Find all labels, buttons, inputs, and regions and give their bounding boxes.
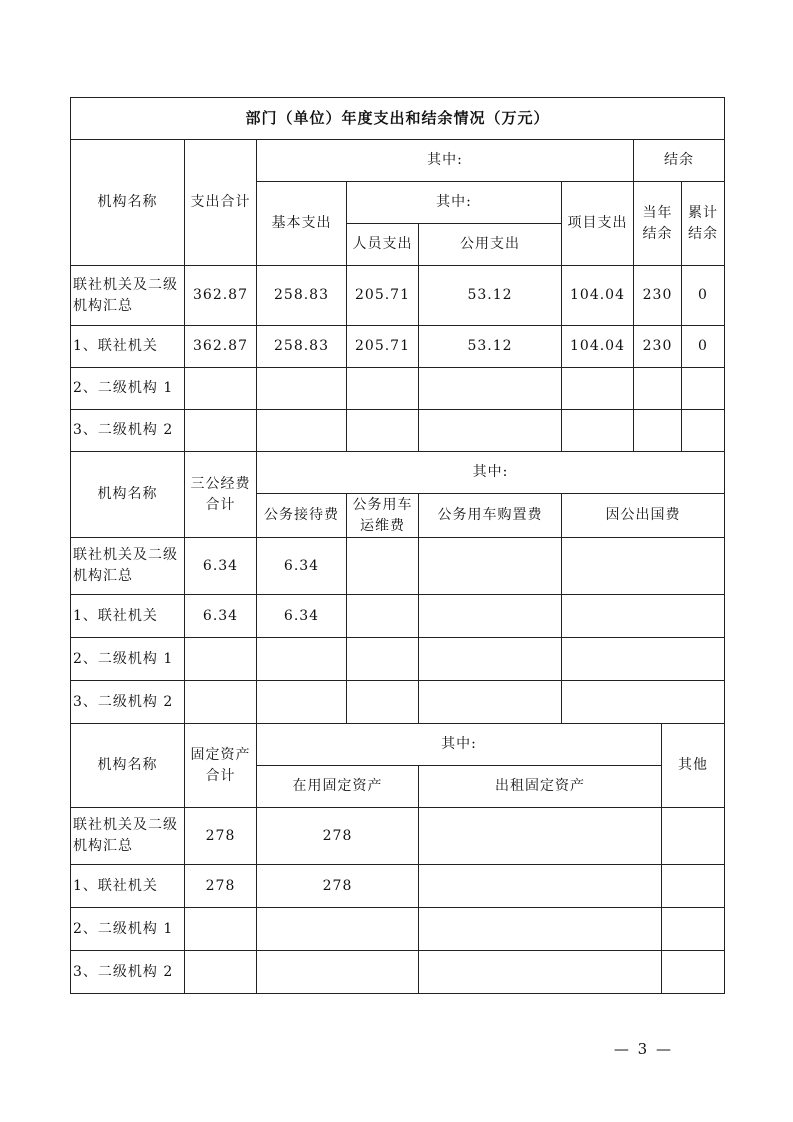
expenditure-table bbox=[70, 97, 725, 452]
header-vehicle-purchase: 公务用车购置费 bbox=[419, 494, 562, 538]
cell-abroad bbox=[562, 681, 725, 724]
cell-in-use: 278 bbox=[257, 865, 419, 908]
cell-leased bbox=[419, 808, 662, 865]
row-name: 1、联社机关 bbox=[71, 595, 185, 638]
cell-total bbox=[185, 951, 257, 994]
row-name: 2、二级机构 1 bbox=[71, 638, 185, 681]
row-name: 联社机关及二级机构汇总 bbox=[71, 538, 185, 595]
header-of-which: 其中: bbox=[257, 724, 662, 766]
cell-other bbox=[662, 951, 725, 994]
table-row bbox=[71, 865, 725, 908]
cell-basic: 258.83 bbox=[257, 266, 347, 326]
table-row bbox=[71, 808, 725, 865]
header-fixed-assets-total: 固定资产合计 bbox=[185, 724, 257, 808]
header-other: 其他 bbox=[662, 724, 725, 808]
cell-abroad bbox=[562, 538, 725, 595]
page-number: — 3 — bbox=[613, 1040, 673, 1058]
row-name: 联社机关及二级机构汇总 bbox=[71, 266, 185, 326]
cell-total bbox=[185, 638, 257, 681]
cell-total bbox=[185, 410, 257, 452]
table-row bbox=[71, 266, 725, 326]
cell-vehicle-purchase bbox=[419, 681, 562, 724]
row-name: 3、二级机构 2 bbox=[71, 410, 185, 452]
cell-total: 278 bbox=[185, 865, 257, 908]
cell-personnel: 205.71 bbox=[347, 326, 419, 368]
header-accumulated-balance: 累计结余 bbox=[682, 182, 725, 266]
fixed-assets-table bbox=[70, 723, 725, 994]
cell-personnel bbox=[347, 368, 419, 410]
cell-vehicle-purchase bbox=[419, 595, 562, 638]
report-sheet bbox=[70, 97, 724, 994]
cell-other bbox=[662, 908, 725, 951]
header-personnel: 人员支出 bbox=[347, 224, 419, 266]
cell-public-use bbox=[419, 368, 562, 410]
cell-basic: 258.83 bbox=[257, 326, 347, 368]
header-public-use: 公用支出 bbox=[419, 224, 562, 266]
cell-abroad bbox=[562, 595, 725, 638]
row-name: 1、联社机关 bbox=[71, 326, 185, 368]
cell-leased bbox=[419, 951, 662, 994]
row-name: 1、联社机关 bbox=[71, 865, 185, 908]
header-org-name: 机构名称 bbox=[71, 140, 185, 266]
header-basic-expenditure: 基本支出 bbox=[257, 182, 347, 266]
header-of-which: 其中: bbox=[257, 452, 725, 494]
table-row bbox=[71, 638, 725, 681]
cell-reception bbox=[257, 638, 347, 681]
cell-total: 6.34 bbox=[185, 595, 257, 638]
header-current-year-balance: 当年结余 bbox=[634, 182, 682, 266]
table-row bbox=[71, 595, 725, 638]
cell-vehicle-purchase bbox=[419, 538, 562, 595]
cell-in-use bbox=[257, 951, 419, 994]
cell-personnel bbox=[347, 410, 419, 452]
cell-project bbox=[562, 410, 634, 452]
cell-basic bbox=[257, 410, 347, 452]
cell-vehicle-purchase bbox=[419, 638, 562, 681]
cell-current bbox=[634, 410, 682, 452]
cell-reception: 6.34 bbox=[257, 538, 347, 595]
cell-current: 230 bbox=[634, 266, 682, 326]
cell-total bbox=[185, 908, 257, 951]
table-title: 部门（单位）年度支出和结余情况（万元） bbox=[71, 98, 725, 140]
cell-total: 362.87 bbox=[185, 266, 257, 326]
header-reception: 公务接待费 bbox=[257, 494, 347, 538]
row-name: 2、二级机构 1 bbox=[71, 908, 185, 951]
table-row bbox=[71, 538, 725, 595]
row-name: 联社机关及二级机构汇总 bbox=[71, 808, 185, 865]
cell-accum: 0 bbox=[682, 326, 725, 368]
cell-leased bbox=[419, 908, 662, 951]
cell-total bbox=[185, 681, 257, 724]
table-row bbox=[71, 410, 725, 452]
cell-in-use bbox=[257, 908, 419, 951]
three-public-expenses-table bbox=[70, 451, 725, 724]
cell-total bbox=[185, 368, 257, 410]
cell-accum bbox=[682, 410, 725, 452]
header-of-which: 其中: bbox=[257, 140, 634, 182]
header-vehicle-ops: 公务用车运维费 bbox=[347, 494, 419, 538]
cell-vehicle-ops bbox=[347, 638, 419, 681]
cell-project: 104.04 bbox=[562, 266, 634, 326]
cell-leased bbox=[419, 865, 662, 908]
row-name: 2、二级机构 1 bbox=[71, 368, 185, 410]
header-of-which-basic: 其中: bbox=[347, 182, 562, 224]
cell-total: 278 bbox=[185, 808, 257, 865]
cell-accum bbox=[682, 368, 725, 410]
header-project-expenditure: 项目支出 bbox=[562, 182, 634, 266]
cell-vehicle-ops bbox=[347, 595, 419, 638]
header-leased: 出租固定资产 bbox=[419, 766, 662, 808]
table-row bbox=[71, 326, 725, 368]
table-row bbox=[71, 908, 725, 951]
cell-public-use: 53.12 bbox=[419, 266, 562, 326]
cell-abroad bbox=[562, 638, 725, 681]
cell-vehicle-ops bbox=[347, 681, 419, 724]
table-row bbox=[71, 368, 725, 410]
header-balance: 结余 bbox=[634, 140, 725, 182]
header-abroad: 因公出国费 bbox=[562, 494, 725, 538]
cell-other bbox=[662, 865, 725, 908]
table-row bbox=[71, 681, 725, 724]
cell-project bbox=[562, 368, 634, 410]
header-org-name: 机构名称 bbox=[71, 452, 185, 538]
header-total-expenditure: 支出合计 bbox=[185, 140, 257, 266]
cell-total: 6.34 bbox=[185, 538, 257, 595]
cell-reception bbox=[257, 681, 347, 724]
cell-total: 362.87 bbox=[185, 326, 257, 368]
cell-current: 230 bbox=[634, 326, 682, 368]
cell-current bbox=[634, 368, 682, 410]
row-name: 3、二级机构 2 bbox=[71, 681, 185, 724]
cell-basic bbox=[257, 368, 347, 410]
cell-other bbox=[662, 808, 725, 865]
cell-in-use: 278 bbox=[257, 808, 419, 865]
cell-public-use bbox=[419, 410, 562, 452]
cell-reception: 6.34 bbox=[257, 595, 347, 638]
cell-project: 104.04 bbox=[562, 326, 634, 368]
cell-public-use: 53.12 bbox=[419, 326, 562, 368]
cell-accum: 0 bbox=[682, 266, 725, 326]
row-name: 3、二级机构 2 bbox=[71, 951, 185, 994]
cell-vehicle-ops bbox=[347, 538, 419, 595]
header-in-use: 在用固定资产 bbox=[257, 766, 419, 808]
cell-personnel: 205.71 bbox=[347, 266, 419, 326]
header-org-name: 机构名称 bbox=[71, 724, 185, 808]
table-row bbox=[71, 951, 725, 994]
header-three-public-total: 三公经费合计 bbox=[185, 452, 257, 538]
